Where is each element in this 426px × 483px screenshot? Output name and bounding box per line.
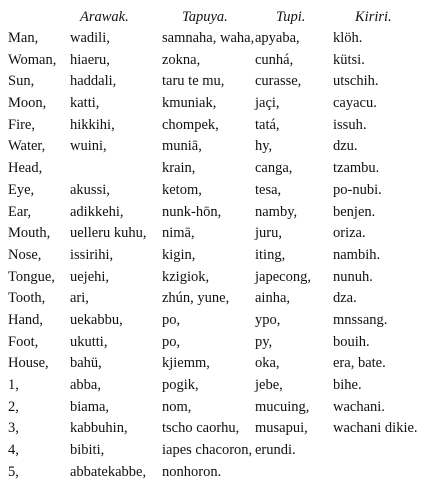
table-row [0, 180, 426, 202]
tupi-word: tatá, [255, 116, 280, 133]
tupi-word: cunhá, [255, 51, 294, 68]
table-header [0, 7, 426, 27]
tapuya-word: po, [162, 311, 181, 328]
english-word: Eye, [8, 181, 35, 198]
tupi-word: juru, [255, 225, 282, 242]
arawak-word: abbatekabbe, [70, 463, 147, 480]
tapuya-word: samnaha, waha, [162, 30, 255, 46]
tapuya-word: muniā, [162, 138, 202, 155]
tupi-word: ainha, [255, 290, 291, 307]
table-row [0, 462, 426, 483]
header-tapuya: Tapuya. [182, 9, 228, 25]
english-word: Mouth, [8, 225, 51, 242]
tupi-word: japecong, [255, 268, 311, 285]
tupi-word: iting, [255, 246, 286, 263]
tapuya-word: kjiemm, [162, 355, 210, 372]
tapuya-word: pogik, [162, 377, 199, 393]
arawak-word: ukutti, [70, 333, 108, 350]
arawak-word: adikkehi, [70, 203, 124, 220]
tupi-word: jebe, [255, 377, 283, 393]
kiriri-word: cayacu. [333, 95, 377, 112]
arawak-word: abba, [70, 377, 101, 393]
kiriri-word: tzambu. [333, 160, 380, 177]
arawak-word: wadili, [70, 30, 110, 46]
english-word: 3, [8, 420, 19, 437]
header-tupi: Tupi. [276, 9, 306, 25]
table-row [0, 397, 426, 419]
table-row [0, 93, 426, 115]
arawak-word: biama, [70, 398, 110, 415]
english-word: 4, [8, 442, 19, 459]
tapuya-word: krain, [162, 160, 196, 177]
header-arawak: Arawak. [80, 9, 129, 25]
table-row [0, 418, 426, 440]
kiriri-word: po-nubi. [333, 181, 382, 198]
tupi-word: curasse, [255, 73, 302, 90]
table-row [0, 71, 426, 93]
tapuya-word: kzigiok, [162, 268, 210, 285]
english-word: Tooth, [8, 290, 46, 307]
kiriri-word: nambih. [333, 246, 381, 263]
arawak-word: hikkihi, [70, 116, 115, 133]
table-row [0, 115, 426, 137]
english-word: Sun, [8, 73, 35, 90]
arawak-word: uelleru kuhu, [70, 225, 147, 242]
arawak-word: bahü, [70, 355, 102, 372]
arawak-word: haddali, [70, 73, 117, 90]
tapuya-word: zhún, yune, [162, 290, 230, 307]
english-word: Tongue, [8, 268, 55, 285]
table-row [0, 288, 426, 310]
arawak-word: katti, [70, 95, 100, 112]
english-word: 2, [8, 398, 19, 415]
english-word: Foot, [8, 333, 39, 350]
english-word: Head, [8, 160, 43, 177]
table-row [0, 332, 426, 354]
table-row [0, 310, 426, 332]
tupi-word: musapui, [255, 420, 308, 437]
header-kiriri: Kiriri. [355, 9, 392, 25]
tapuya-word: taru te mu, [162, 73, 225, 90]
kiriri-word: utschih. [333, 73, 379, 90]
tupi-word: oka, [255, 355, 280, 372]
kiriri-word: wachani dikie. [333, 420, 418, 437]
arawak-word: uekabbu, [70, 311, 123, 328]
english-word: Water, [8, 138, 46, 155]
kiriri-word: era, bate. [333, 355, 386, 372]
tapuya-word: nonhoron. [162, 463, 222, 480]
tupi-word: erundi. [255, 442, 296, 459]
english-word: Hand, [8, 311, 44, 328]
tapuya-word: po, [162, 333, 181, 350]
kiriri-word: mnssang. [333, 311, 388, 328]
table-row [0, 158, 426, 180]
kiriri-word: kütsi. [333, 51, 365, 68]
table-row [0, 223, 426, 245]
arawak-word: uejehi, [70, 268, 110, 285]
tapuya-word: ketom, [162, 181, 202, 198]
tapuya-word: kigin, [162, 246, 196, 263]
table-row [0, 375, 426, 397]
tapuya-word: iapes chacoron, [162, 442, 253, 459]
tupi-word: ypo, [255, 311, 281, 328]
table-row [0, 50, 426, 72]
kiriri-word: wachani. [333, 398, 385, 415]
tapuya-word: nunk-hōn, [162, 203, 222, 220]
kiriri-word: nunuh. [333, 268, 373, 285]
english-word: Fire, [8, 116, 35, 133]
arawak-word: wuini, [70, 138, 107, 155]
english-word: Ear, [8, 203, 32, 220]
table-row [0, 28, 426, 50]
tupi-word: hy, [255, 138, 273, 155]
table-row [0, 353, 426, 375]
kiriri-word: bihe. [333, 377, 362, 393]
tapuya-word: nom, [162, 398, 192, 415]
kiriri-word: dzu. [333, 138, 358, 155]
table-row [0, 136, 426, 158]
table-row [0, 202, 426, 224]
table-body [0, 28, 426, 483]
tupi-word: tesa, [255, 181, 282, 198]
kiriri-word: klöh. [333, 30, 363, 46]
english-word: Man, [8, 30, 39, 46]
kiriri-word: benjen. [333, 203, 376, 220]
table-row [0, 440, 426, 462]
arawak-word: issirihi, [70, 246, 114, 263]
tupi-word: mucuing, [255, 398, 310, 415]
tapuya-word: nimā, [162, 225, 195, 242]
arawak-word: akussi, [70, 181, 110, 198]
english-word: Moon, [8, 95, 47, 112]
table-row [0, 267, 426, 289]
english-word: 5, [8, 463, 19, 480]
kiriri-word: issuh. [333, 116, 367, 133]
tapuya-word: tscho caorhu, [162, 420, 240, 437]
arawak-word: hiaeru, [70, 51, 110, 68]
tupi-word: jaçi, [255, 95, 280, 112]
english-word: 1, [8, 377, 19, 393]
kiriri-word: bouih. [333, 333, 370, 350]
tapuya-word: zokna, [162, 51, 201, 68]
tapuya-word: kmuniak, [162, 95, 217, 112]
tupi-word: apyaba, [255, 30, 300, 46]
tupi-word: py, [255, 333, 273, 350]
tapuya-word: chompek, [162, 116, 219, 133]
english-word: Nose, [8, 246, 42, 263]
table-row [0, 245, 426, 267]
arawak-word: bibiti, [70, 442, 105, 459]
tupi-word: namby, [255, 203, 298, 220]
arawak-word: ari, [70, 290, 89, 307]
kiriri-word: oriza. [333, 225, 366, 242]
arawak-word: kabbuhin, [70, 420, 128, 437]
tupi-word: canga, [255, 160, 293, 177]
english-word: Woman, [8, 51, 57, 68]
english-word: House, [8, 355, 49, 372]
kiriri-word: dza. [333, 290, 357, 307]
